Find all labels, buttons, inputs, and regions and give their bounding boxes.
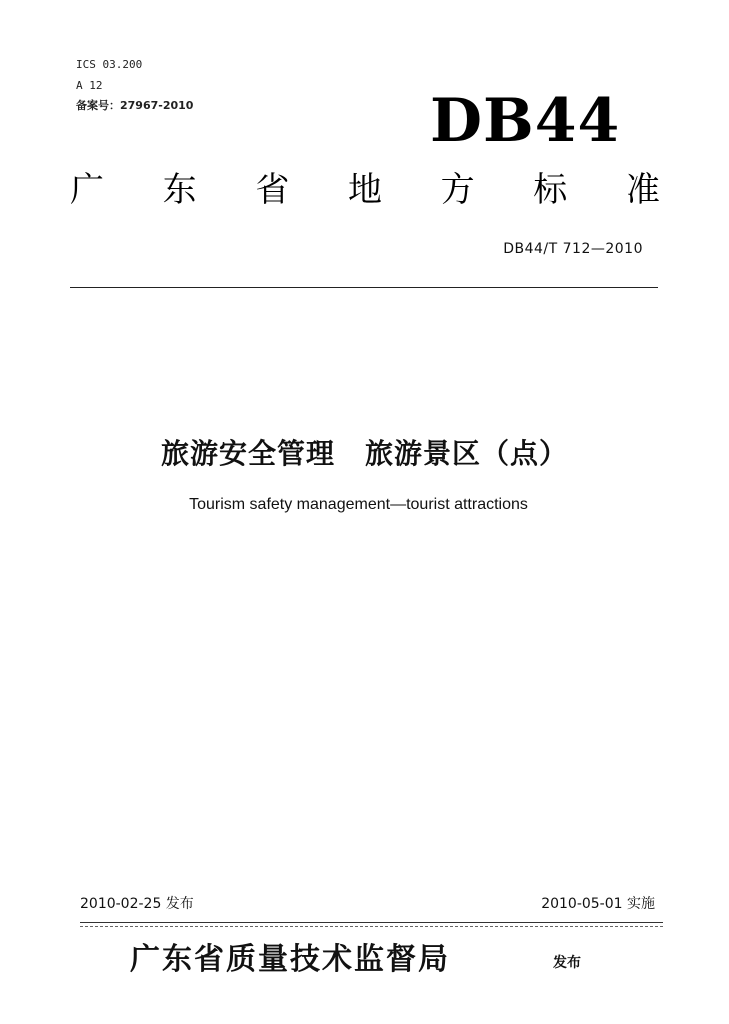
ics-code: ICS 03.200	[76, 58, 143, 71]
issuing-authority: 广东省质量技术监督局	[130, 942, 450, 977]
title-cn-part1: 旅游安全管理	[160, 437, 335, 470]
header-divider	[70, 287, 658, 288]
standard-type-char: 广	[70, 170, 104, 210]
issue-date: 2010-02-25 发布	[80, 896, 194, 912]
standard-logo: DB44	[430, 86, 621, 156]
standard-type-char: 标	[533, 170, 568, 210]
standard-type-char: 省	[255, 170, 290, 210]
standard-type-title	[70, 170, 660, 210]
standard-type-char: 地	[347, 170, 382, 210]
title-cn-part2: 旅游景区（点）	[365, 437, 569, 470]
footer-divider-secondary	[80, 926, 663, 927]
document-title-en: Tourism safety management—tourist attractions	[189, 496, 528, 513]
standard-type-char: 准	[625, 170, 660, 210]
issuer-suffix: 发布	[553, 955, 581, 971]
document-title-cn	[0, 436, 729, 472]
record-number: 备案号：27967-2010	[76, 99, 194, 112]
footer-divider	[80, 922, 663, 923]
standard-type-char: 东	[162, 170, 197, 210]
classification-code: A 12	[76, 79, 103, 92]
standard-type-char: 方	[440, 170, 475, 210]
implementation-date: 2010-05-01 实施	[541, 896, 655, 912]
standard-number: DB44/T 712—2010	[503, 241, 643, 257]
